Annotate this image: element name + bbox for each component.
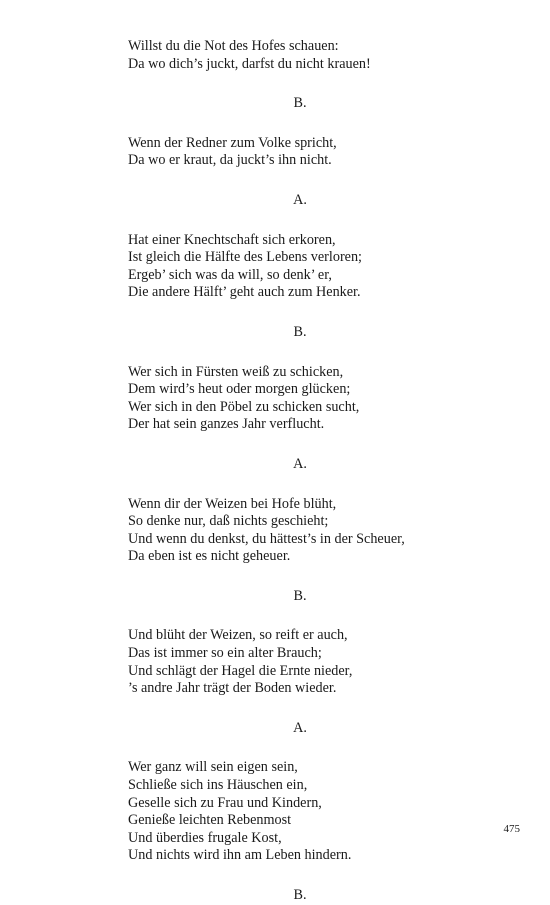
verse-line: Und schlägt der Hagel die Ernte nieder, bbox=[128, 662, 353, 679]
speaker-label: A. bbox=[293, 191, 307, 208]
stanza bbox=[128, 496, 488, 566]
stanza bbox=[128, 759, 488, 865]
verse-line: Wer sich in den Pöbel zu schicken sucht, bbox=[128, 398, 360, 415]
verse-line: Da wo dich’s juckt, darfst du nicht krauen! bbox=[128, 55, 371, 72]
verse-line: Genieße leichten Rebenmost bbox=[128, 812, 292, 829]
speaker-label: B. bbox=[293, 323, 307, 340]
verse-line: Ergeb’ sich was da will, so denk’ er, bbox=[128, 266, 332, 283]
verse-line: Willst du die Not des Hofes schauen: bbox=[128, 38, 339, 54]
verse-line: Der hat sein ganzes Jahr verflucht. bbox=[128, 416, 325, 433]
verse-line: Geselle sich zu Frau und Kindern, bbox=[128, 794, 322, 811]
verse-line: Wer ganz will sein eigen sein, bbox=[128, 759, 298, 776]
verse-line: Wer sich in Fürsten weiß zu schicken, bbox=[128, 363, 344, 380]
stanza bbox=[128, 627, 488, 697]
verse-line: ’s andre Jahr trägt der Boden wieder. bbox=[128, 680, 337, 697]
stanza bbox=[128, 364, 488, 434]
verse-line: So denke nur, daß nichts geschieht; bbox=[128, 513, 329, 530]
verse-line: Ist gleich die Hälfte des Lebens verloren; bbox=[128, 249, 363, 266]
verse-line: Schließe sich ins Häuschen ein, bbox=[128, 777, 308, 794]
page-number: 475 bbox=[503, 823, 520, 835]
verse-line: Das ist immer so ein alter Brauch; bbox=[128, 645, 322, 662]
speaker-label: B. bbox=[293, 587, 307, 604]
verse-line: Und wenn du denkst, du hättest’s in der Scheuer, bbox=[128, 530, 405, 547]
speaker-label: A. bbox=[293, 719, 307, 736]
verse-line: Dem wird’s heut oder morgen glücken; bbox=[128, 381, 351, 398]
verse-line: Da eben ist es nicht geheuer. bbox=[128, 548, 291, 565]
poem-text bbox=[128, 38, 488, 905]
verse-line: Wenn dir der Weizen bei Hofe blüht, bbox=[128, 495, 337, 512]
verse-line: Hat einer Knechtschaft sich erkoren, bbox=[128, 231, 336, 248]
verse-line: Und überdies frugale Kost, bbox=[128, 829, 282, 846]
speaker-label: B. bbox=[293, 95, 307, 112]
verse-line: Da wo er kraut, da juckt’s ihn nicht. bbox=[128, 152, 332, 169]
verse-line: Die andere Hälft’ geht auch zum Henker. bbox=[128, 284, 361, 301]
verse-line: Und nichts wird ihn am Leben hindern. bbox=[128, 847, 352, 864]
stanza bbox=[128, 232, 488, 302]
verse-line: Wenn der Redner zum Volke spricht, bbox=[128, 134, 337, 151]
speaker-label: A. bbox=[293, 455, 307, 472]
stanza bbox=[128, 135, 488, 170]
stanza bbox=[128, 38, 488, 73]
speaker-label: B. bbox=[293, 887, 307, 903]
verse-line: Und blüht der Weizen, so reift er auch, bbox=[128, 627, 348, 644]
